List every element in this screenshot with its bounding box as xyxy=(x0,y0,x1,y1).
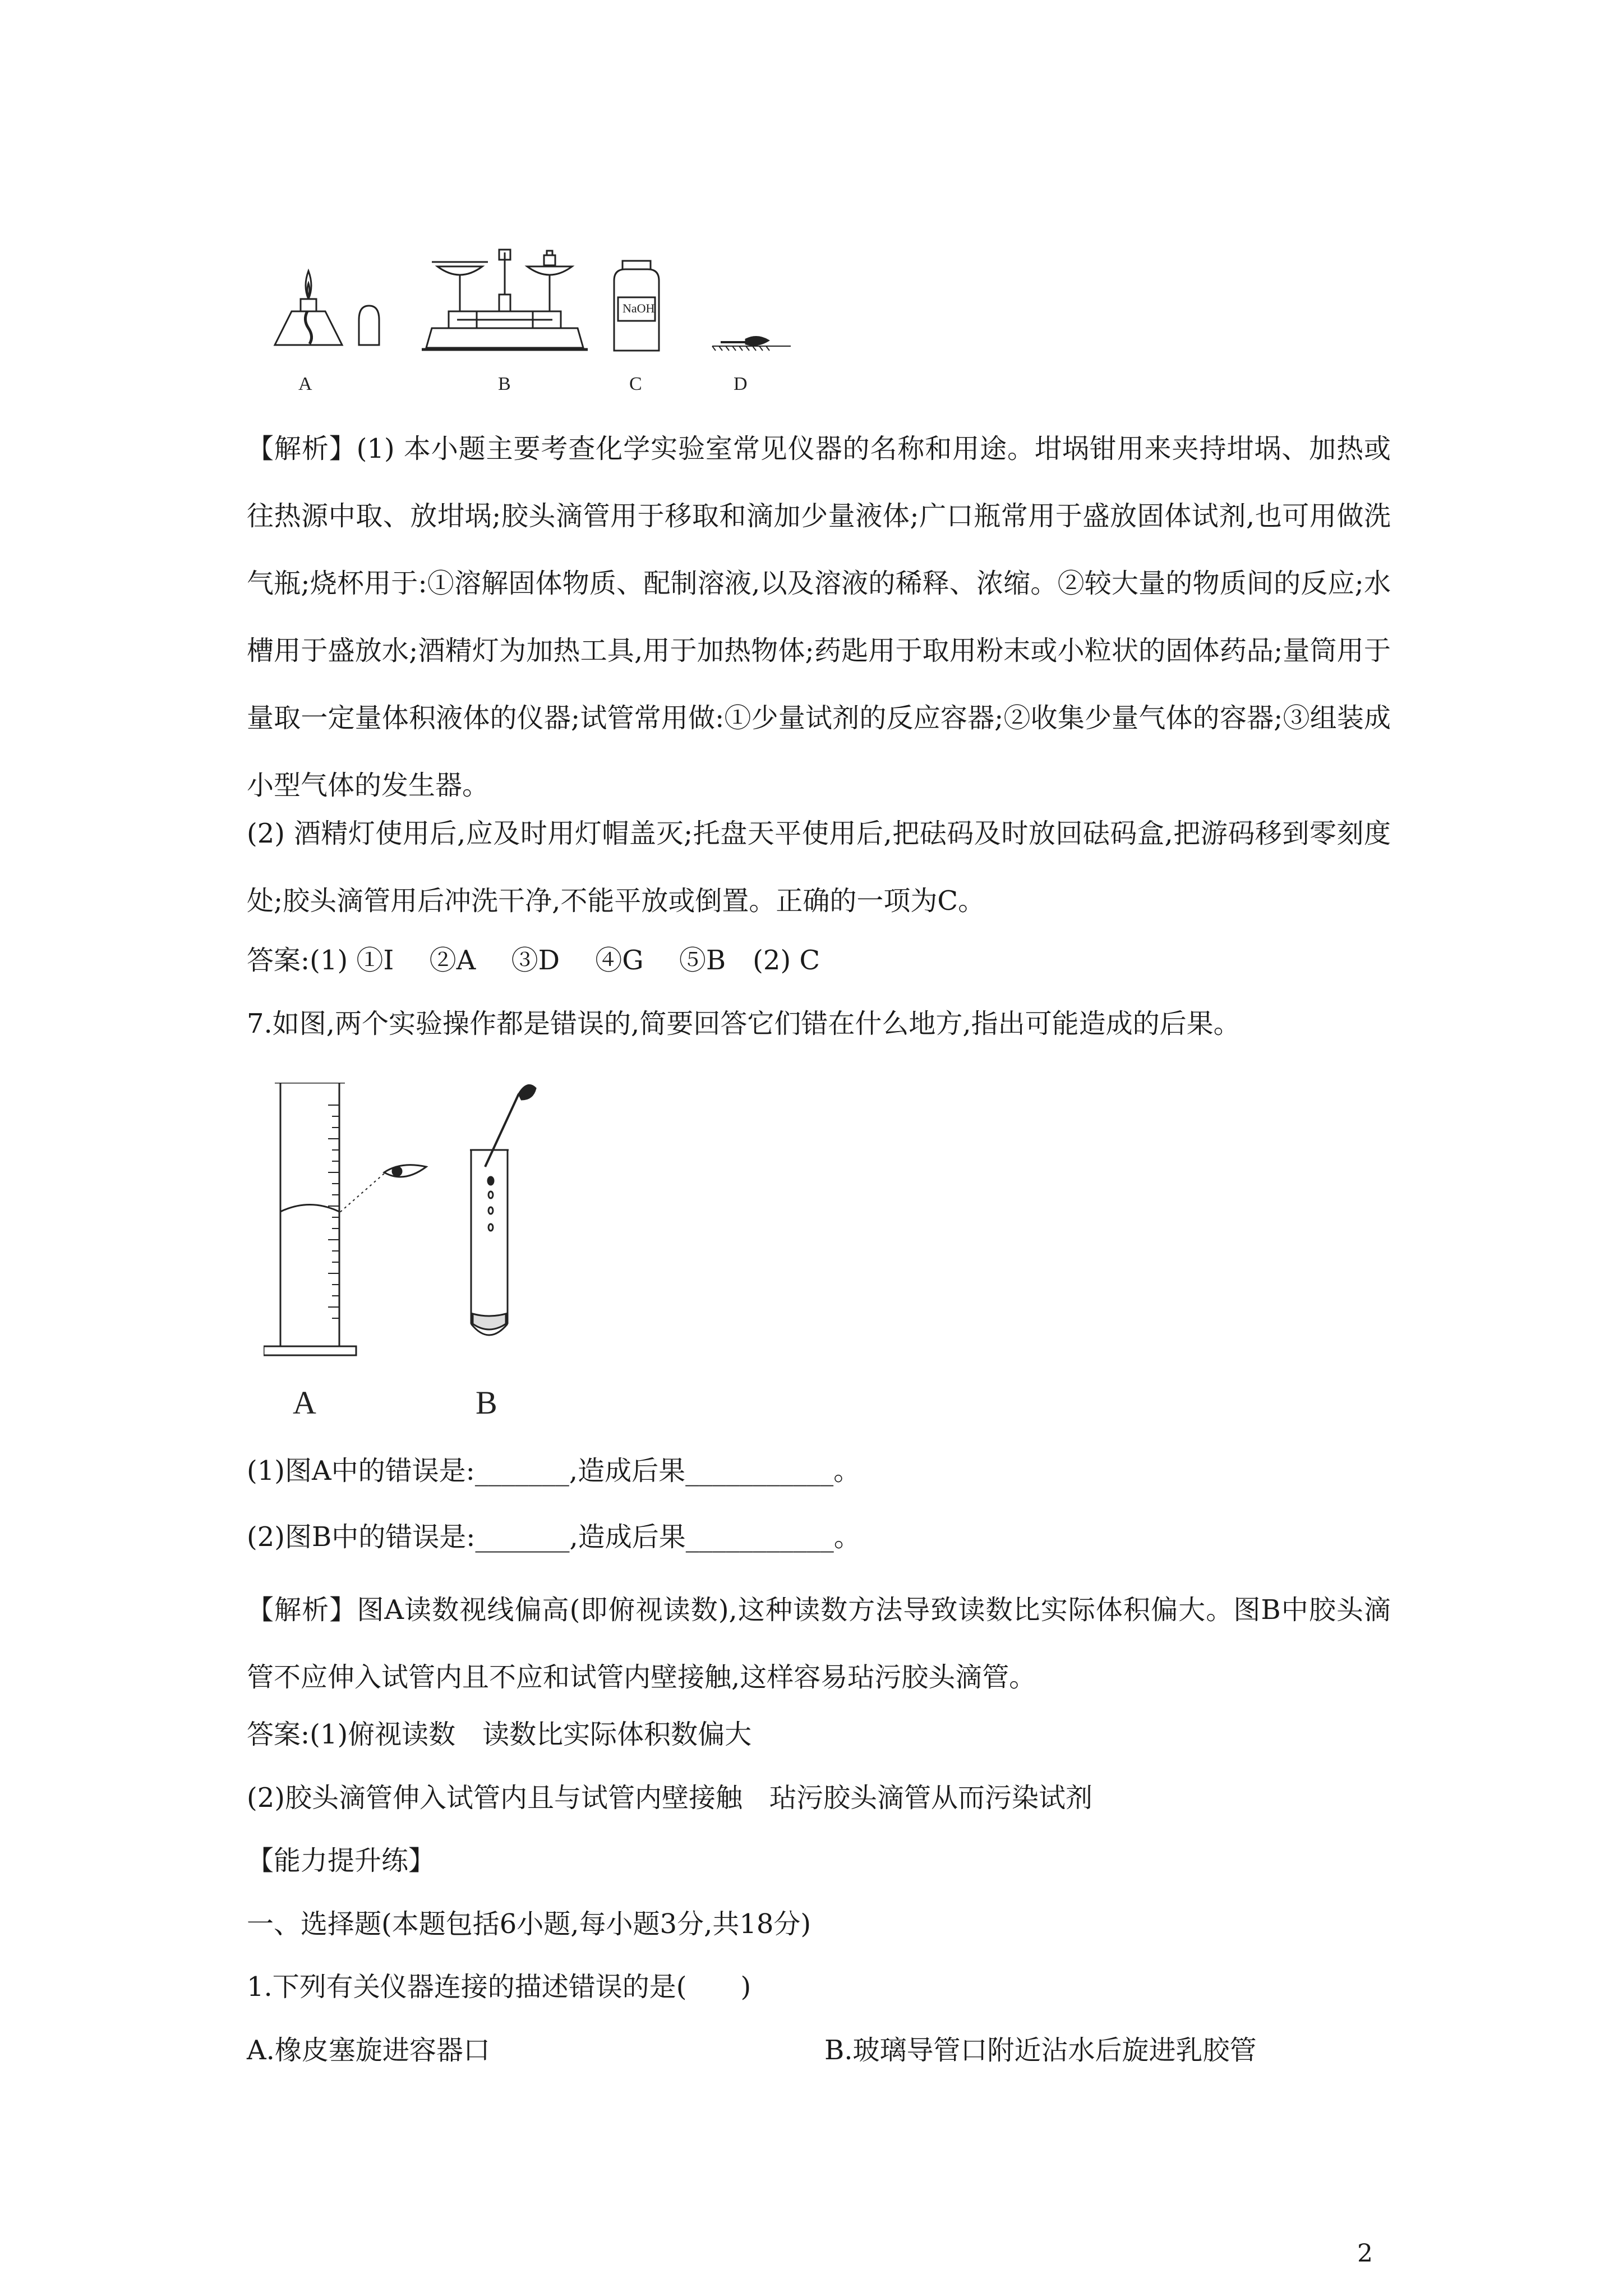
option-a: A.橡皮塞旋进容器口 xyxy=(247,2035,490,2066)
section-heading: 一、选择题(本题包括6小题,每小题3分,共18分) xyxy=(247,1908,811,1940)
option-b: B.玻璃导管口附近沾水后旋进乳胶管 xyxy=(824,2035,1257,2066)
balance-illustration xyxy=(422,250,588,349)
analysis-paragraph-2: (2) 酒精灯使用后,应及时用灯帽盖灭;托盘天平使用后,把砝码及时放回砝码盒,把游码移到零刻度处;胶头滴管用后冲洗干净,不能平放或倒置。正确的一项为C。 xyxy=(247,818,1391,917)
practice-heading: 【能力提升练】 xyxy=(247,1845,436,1876)
practice-question-1: 1.下列有关仪器连接的描述错误的是( ) xyxy=(247,1971,751,2003)
question-7-answer-1: 答案:(1)俯视读数 读数比实际体积数偏大 xyxy=(247,1719,752,1750)
apparatus-figure xyxy=(264,227,796,395)
bottle-label: NaOH xyxy=(623,301,655,315)
figure2-label-b: B xyxy=(476,1384,497,1419)
alcohol-lamp-illustration xyxy=(275,271,379,345)
figure1-label-d: D xyxy=(734,374,748,394)
answer-line-1: 答案:(1) ①I ②A ③D ④G ⑤B (2) C xyxy=(247,945,820,976)
figure2-label-a: A xyxy=(293,1384,316,1419)
test-tube-dropper-illustration xyxy=(470,1085,536,1335)
graduated-cylinder-illustration xyxy=(264,1083,426,1355)
figure1-label-a: A xyxy=(298,374,312,394)
page-number: 2 xyxy=(1357,2239,1373,2268)
dropper-lying-illustration xyxy=(712,337,791,351)
analysis-paragraph-1: 【解析】(1) 本小题主要考查化学实验室常见仪器的名称和用途。坩埚钳用来夹持坩埚、加热或往热源中取、放坩埚;胶头滴管用于移取和滴加少量液体;广口瓶常用于盛放固体试剂,也可用做洗气瓶;烧杯用于:①溶解固体物质、配制溶液,以及溶液的稀释、浓缩。②较大量的物质间的反应;水槽用于盛放水;酒精灯为加热工具,用于加热物体;药匙用于取用粉末或小粒状的固体药品;量筒用于量取一定量体积液体的仪器;试管常用做:①少量试剂的反应容器;②收集少量气体的容器;③组装成小型气体的发生器。 xyxy=(247,433,1391,801)
question-7-sub-2: (2)图B中的错误是:_______,造成后果___________。 xyxy=(247,1521,861,1553)
question-7-analysis: 【解析】图A读数视线偏高(即俯视读数),这种读数方法导致读数比实际体积偏大。图B中胶头滴管不应伸入试管内且不应和试管内壁接触,这样容易玷污胶头滴管。 xyxy=(247,1594,1391,1693)
operation-error-figure xyxy=(264,1083,656,1419)
question-7-answer-2: (2)胶头滴管伸入试管内且与试管内壁接触 玷污胶头滴管从而污染试剂 xyxy=(247,1782,1092,1814)
figure1-label-c: C xyxy=(629,374,642,394)
question-7-sub-1: (1)图A中的错误是:_______,造成后果___________。 xyxy=(247,1455,861,1487)
question-7-stem: 7.如图,两个实验操作都是错误的,简要回答它们错在什么地方,指出可能造成的后果。 xyxy=(247,1008,1241,1039)
figure1-label-b: B xyxy=(498,374,511,394)
